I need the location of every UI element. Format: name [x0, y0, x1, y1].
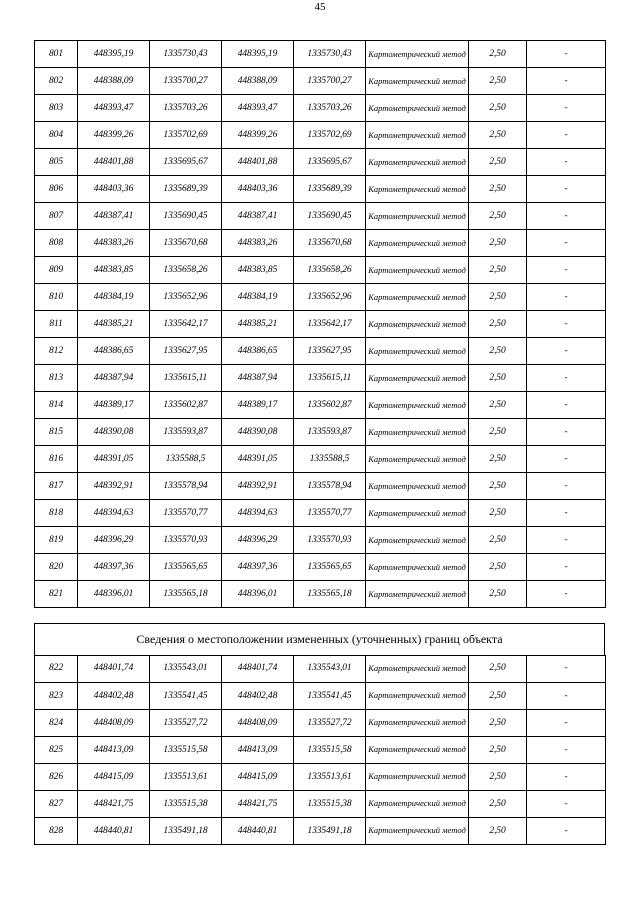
point-number-cell: 825	[35, 736, 78, 763]
refined-y-cell: 1335491,18	[294, 817, 366, 844]
refined-x-cell: 448395,19	[222, 41, 294, 68]
refined-x-cell: 448440,81	[222, 817, 294, 844]
existing-y-cell: 1335703,26	[150, 95, 222, 122]
method-cell: Картометрический метод	[366, 581, 469, 608]
refined-y-cell: 1335593,87	[294, 419, 366, 446]
method-cell: Картометрический метод	[366, 682, 469, 709]
refined-x-cell: 448401,74	[222, 655, 294, 682]
note-cell: -	[527, 338, 606, 365]
note-cell: -	[527, 682, 606, 709]
point-number-cell: 807	[35, 203, 78, 230]
method-cell: Картометрический метод	[366, 500, 469, 527]
page-number: 45	[314, 1, 326, 13]
existing-x-cell: 448395,19	[78, 41, 150, 68]
existing-x-cell: 448393,47	[78, 95, 150, 122]
accuracy-cell: 2,50	[469, 655, 527, 682]
note-cell: -	[527, 257, 606, 284]
refined-y-cell: 1335570,77	[294, 500, 366, 527]
point-number-cell: 802	[35, 68, 78, 95]
table-row	[35, 176, 606, 203]
refined-x-cell: 448384,19	[222, 284, 294, 311]
note-cell: -	[527, 122, 606, 149]
point-number-cell: 804	[35, 122, 78, 149]
note-cell: -	[527, 709, 606, 736]
refined-y-cell: 1335689,39	[294, 176, 366, 203]
refined-x-cell: 448402,48	[222, 682, 294, 709]
point-number-cell: 821	[35, 581, 78, 608]
note-cell: -	[527, 581, 606, 608]
existing-y-cell: 1335491,18	[150, 817, 222, 844]
existing-y-cell: 1335570,93	[150, 527, 222, 554]
refined-y-cell: 1335730,43	[294, 41, 366, 68]
point-number-cell: 820	[35, 554, 78, 581]
point-number-cell: 813	[35, 365, 78, 392]
note-cell: -	[527, 500, 606, 527]
existing-y-cell: 1335527,72	[150, 709, 222, 736]
point-number-cell: 828	[35, 817, 78, 844]
existing-x-cell: 448413,09	[78, 736, 150, 763]
refined-y-cell: 1335695,67	[294, 149, 366, 176]
method-cell: Картометрический метод	[366, 446, 469, 473]
table-row	[35, 736, 606, 763]
refined-x-cell: 448421,75	[222, 790, 294, 817]
point-number-cell: 814	[35, 392, 78, 419]
note-cell: -	[527, 365, 606, 392]
accuracy-cell: 2,50	[469, 230, 527, 257]
note-cell: -	[527, 176, 606, 203]
refined-y-cell: 1335652,96	[294, 284, 366, 311]
accuracy-cell: 2,50	[469, 365, 527, 392]
note-cell: -	[527, 311, 606, 338]
refined-x-cell: 448383,26	[222, 230, 294, 257]
table-row	[35, 473, 606, 500]
existing-x-cell: 448392,91	[78, 473, 150, 500]
point-number-cell: 819	[35, 527, 78, 554]
note-cell: -	[527, 203, 606, 230]
existing-y-cell: 1335689,39	[150, 176, 222, 203]
method-cell: Картометрический метод	[366, 392, 469, 419]
accuracy-cell: 2,50	[469, 581, 527, 608]
existing-y-cell: 1335658,26	[150, 257, 222, 284]
existing-x-cell: 448440,81	[78, 817, 150, 844]
refined-y-cell: 1335702,69	[294, 122, 366, 149]
method-cell: Картометрический метод	[366, 68, 469, 95]
refined-y-cell: 1335513,61	[294, 763, 366, 790]
existing-y-cell: 1335695,67	[150, 149, 222, 176]
point-number-cell: 818	[35, 500, 78, 527]
table-row	[35, 581, 606, 608]
note-cell: -	[527, 554, 606, 581]
existing-x-cell: 448399,26	[78, 122, 150, 149]
note-cell: -	[527, 473, 606, 500]
accuracy-cell: 2,50	[469, 473, 527, 500]
existing-y-cell: 1335565,18	[150, 581, 222, 608]
accuracy-cell: 2,50	[469, 419, 527, 446]
point-number-cell: 826	[35, 763, 78, 790]
note-cell: -	[527, 149, 606, 176]
existing-x-cell: 448402,48	[78, 682, 150, 709]
refined-y-cell: 1335565,18	[294, 581, 366, 608]
refined-y-cell: 1335541,45	[294, 682, 366, 709]
existing-x-cell: 448415,09	[78, 763, 150, 790]
method-cell: Картометрический метод	[366, 736, 469, 763]
existing-y-cell: 1335602,87	[150, 392, 222, 419]
method-cell: Картометрический метод	[366, 149, 469, 176]
note-cell: -	[527, 736, 606, 763]
existing-y-cell: 1335515,38	[150, 790, 222, 817]
existing-y-cell: 1335670,68	[150, 230, 222, 257]
existing-x-cell: 448403,36	[78, 176, 150, 203]
method-cell: Картометрический метод	[366, 257, 469, 284]
note-cell: -	[527, 763, 606, 790]
method-cell: Картометрический метод	[366, 203, 469, 230]
refined-y-cell: 1335700,27	[294, 68, 366, 95]
accuracy-cell: 2,50	[469, 149, 527, 176]
table-row	[35, 655, 606, 682]
point-number-cell: 816	[35, 446, 78, 473]
note-cell: -	[527, 68, 606, 95]
refined-y-cell: 1335658,26	[294, 257, 366, 284]
table-row	[35, 682, 606, 709]
accuracy-cell: 2,50	[469, 122, 527, 149]
note-cell: -	[527, 446, 606, 473]
method-cell: Картометрический метод	[366, 176, 469, 203]
refined-y-cell: 1335515,38	[294, 790, 366, 817]
existing-x-cell: 448385,21	[78, 311, 150, 338]
refined-y-cell: 1335602,87	[294, 392, 366, 419]
accuracy-cell: 2,50	[469, 311, 527, 338]
method-cell: Картометрический метод	[366, 709, 469, 736]
existing-x-cell: 448408,09	[78, 709, 150, 736]
method-cell: Картометрический метод	[366, 817, 469, 844]
refined-x-cell: 448396,01	[222, 581, 294, 608]
refined-y-cell: 1335703,26	[294, 95, 366, 122]
coordinates-table-bottom	[34, 655, 606, 845]
existing-y-cell: 1335543,01	[150, 655, 222, 682]
existing-x-cell: 448394,63	[78, 500, 150, 527]
existing-x-cell: 448401,88	[78, 149, 150, 176]
existing-y-cell: 1335690,45	[150, 203, 222, 230]
refined-x-cell: 448408,09	[222, 709, 294, 736]
table-row	[35, 95, 606, 122]
existing-y-cell: 1335615,11	[150, 365, 222, 392]
note-cell: -	[527, 392, 606, 419]
existing-x-cell: 448389,17	[78, 392, 150, 419]
accuracy-cell: 2,50	[469, 176, 527, 203]
existing-y-cell: 1335593,87	[150, 419, 222, 446]
method-cell: Картометрический метод	[366, 230, 469, 257]
refined-y-cell: 1335578,94	[294, 473, 366, 500]
existing-y-cell: 1335652,96	[150, 284, 222, 311]
method-cell: Картометрический метод	[366, 473, 469, 500]
accuracy-cell: 2,50	[469, 68, 527, 95]
refined-y-cell: 1335615,11	[294, 365, 366, 392]
accuracy-cell: 2,50	[469, 392, 527, 419]
existing-y-cell: 1335541,45	[150, 682, 222, 709]
existing-y-cell: 1335565,65	[150, 554, 222, 581]
table-row	[35, 817, 606, 844]
existing-y-cell: 1335513,61	[150, 763, 222, 790]
point-number-cell: 809	[35, 257, 78, 284]
section-header	[34, 623, 605, 656]
refined-x-cell: 448388,09	[222, 68, 294, 95]
refined-x-cell: 448390,08	[222, 419, 294, 446]
note-cell: -	[527, 284, 606, 311]
table-row	[35, 338, 606, 365]
existing-y-cell: 1335570,77	[150, 500, 222, 527]
refined-x-cell: 448399,26	[222, 122, 294, 149]
table-row	[35, 446, 606, 473]
note-cell: -	[527, 655, 606, 682]
method-cell: Картометрический метод	[366, 365, 469, 392]
table-row	[35, 149, 606, 176]
note-cell: -	[527, 419, 606, 446]
existing-x-cell: 448397,36	[78, 554, 150, 581]
table-row	[35, 365, 606, 392]
refined-x-cell: 448413,09	[222, 736, 294, 763]
point-number-cell: 810	[35, 284, 78, 311]
refined-y-cell: 1335690,45	[294, 203, 366, 230]
refined-y-cell: 1335527,72	[294, 709, 366, 736]
existing-x-cell: 448383,85	[78, 257, 150, 284]
accuracy-cell: 2,50	[469, 500, 527, 527]
accuracy-cell: 2,50	[469, 682, 527, 709]
coordinates-table-top	[34, 40, 606, 608]
refined-x-cell: 448383,85	[222, 257, 294, 284]
point-number-cell: 806	[35, 176, 78, 203]
existing-y-cell: 1335578,94	[150, 473, 222, 500]
accuracy-cell: 2,50	[469, 817, 527, 844]
refined-y-cell: 1335565,65	[294, 554, 366, 581]
refined-x-cell: 448403,36	[222, 176, 294, 203]
table-row	[35, 257, 606, 284]
method-cell: Картометрический метод	[366, 527, 469, 554]
refined-x-cell: 448391,05	[222, 446, 294, 473]
table-row	[35, 527, 606, 554]
refined-y-cell: 1335588,5	[294, 446, 366, 473]
note-cell: -	[527, 41, 606, 68]
accuracy-cell: 2,50	[469, 446, 527, 473]
note-cell: -	[527, 790, 606, 817]
method-cell: Картометрический метод	[366, 763, 469, 790]
table-row	[35, 41, 606, 68]
existing-x-cell: 448396,29	[78, 527, 150, 554]
point-number-cell: 823	[35, 682, 78, 709]
existing-x-cell: 448421,75	[78, 790, 150, 817]
table-row	[35, 122, 606, 149]
refined-x-cell: 448394,63	[222, 500, 294, 527]
table-row	[35, 419, 606, 446]
accuracy-cell: 2,50	[469, 790, 527, 817]
method-cell: Картометрический метод	[366, 655, 469, 682]
point-number-cell: 808	[35, 230, 78, 257]
existing-x-cell: 448391,05	[78, 446, 150, 473]
refined-x-cell: 448385,21	[222, 311, 294, 338]
existing-y-cell: 1335700,27	[150, 68, 222, 95]
table-row	[35, 230, 606, 257]
point-number-cell: 801	[35, 41, 78, 68]
existing-x-cell: 448386,65	[78, 338, 150, 365]
existing-y-cell: 1335588,5	[150, 446, 222, 473]
refined-x-cell: 448389,17	[222, 392, 294, 419]
accuracy-cell: 2,50	[469, 95, 527, 122]
accuracy-cell: 2,50	[469, 736, 527, 763]
section-title: Сведения о местоположении измененных (уточненных) границ объекта	[35, 624, 605, 656]
point-number-cell: 822	[35, 655, 78, 682]
existing-x-cell: 448383,26	[78, 230, 150, 257]
refined-x-cell: 448387,94	[222, 365, 294, 392]
point-number-cell: 817	[35, 473, 78, 500]
refined-x-cell: 448393,47	[222, 95, 294, 122]
refined-x-cell: 448386,65	[222, 338, 294, 365]
table-row	[35, 709, 606, 736]
table-row	[35, 500, 606, 527]
refined-x-cell: 448401,88	[222, 149, 294, 176]
existing-y-cell: 1335627,95	[150, 338, 222, 365]
table-row	[35, 311, 606, 338]
table-row	[35, 203, 606, 230]
refined-y-cell: 1335642,17	[294, 311, 366, 338]
table-row	[35, 763, 606, 790]
method-cell: Картометрический метод	[366, 338, 469, 365]
table-row	[35, 554, 606, 581]
accuracy-cell: 2,50	[469, 709, 527, 736]
point-number-cell: 812	[35, 338, 78, 365]
refined-x-cell: 448392,91	[222, 473, 294, 500]
accuracy-cell: 2,50	[469, 338, 527, 365]
table-row	[35, 790, 606, 817]
existing-x-cell: 448387,41	[78, 203, 150, 230]
existing-x-cell: 448401,74	[78, 655, 150, 682]
refined-x-cell: 448387,41	[222, 203, 294, 230]
method-cell: Картометрический метод	[366, 311, 469, 338]
table-row	[35, 68, 606, 95]
note-cell: -	[527, 817, 606, 844]
existing-x-cell: 448387,94	[78, 365, 150, 392]
refined-x-cell: 448396,29	[222, 527, 294, 554]
refined-x-cell: 448397,36	[222, 554, 294, 581]
refined-x-cell: 448415,09	[222, 763, 294, 790]
point-number-cell: 824	[35, 709, 78, 736]
accuracy-cell: 2,50	[469, 527, 527, 554]
accuracy-cell: 2,50	[469, 41, 527, 68]
note-cell: -	[527, 230, 606, 257]
existing-x-cell: 448384,19	[78, 284, 150, 311]
accuracy-cell: 2,50	[469, 763, 527, 790]
refined-y-cell: 1335543,01	[294, 655, 366, 682]
method-cell: Картометрический метод	[366, 419, 469, 446]
accuracy-cell: 2,50	[469, 284, 527, 311]
method-cell: Картометрический метод	[366, 554, 469, 581]
point-number-cell: 805	[35, 149, 78, 176]
point-number-cell: 803	[35, 95, 78, 122]
point-number-cell: 815	[35, 419, 78, 446]
accuracy-cell: 2,50	[469, 554, 527, 581]
method-cell: Картометрический метод	[366, 790, 469, 817]
accuracy-cell: 2,50	[469, 203, 527, 230]
existing-x-cell: 448390,08	[78, 419, 150, 446]
existing-x-cell: 448388,09	[78, 68, 150, 95]
table-row	[35, 284, 606, 311]
refined-y-cell: 1335627,95	[294, 338, 366, 365]
method-cell: Картометрический метод	[366, 95, 469, 122]
point-number-cell: 827	[35, 790, 78, 817]
refined-y-cell: 1335670,68	[294, 230, 366, 257]
note-cell: -	[527, 95, 606, 122]
note-cell: -	[527, 527, 606, 554]
method-cell: Картометрический метод	[366, 284, 469, 311]
existing-y-cell: 1335642,17	[150, 311, 222, 338]
existing-y-cell: 1335515,58	[150, 736, 222, 763]
accuracy-cell: 2,50	[469, 257, 527, 284]
method-cell: Картометрический метод	[366, 122, 469, 149]
refined-y-cell: 1335570,93	[294, 527, 366, 554]
existing-y-cell: 1335730,43	[150, 41, 222, 68]
method-cell: Картометрический метод	[366, 41, 469, 68]
table-row	[35, 392, 606, 419]
existing-y-cell: 1335702,69	[150, 122, 222, 149]
point-number-cell: 811	[35, 311, 78, 338]
existing-x-cell: 448396,01	[78, 581, 150, 608]
refined-y-cell: 1335515,58	[294, 736, 366, 763]
